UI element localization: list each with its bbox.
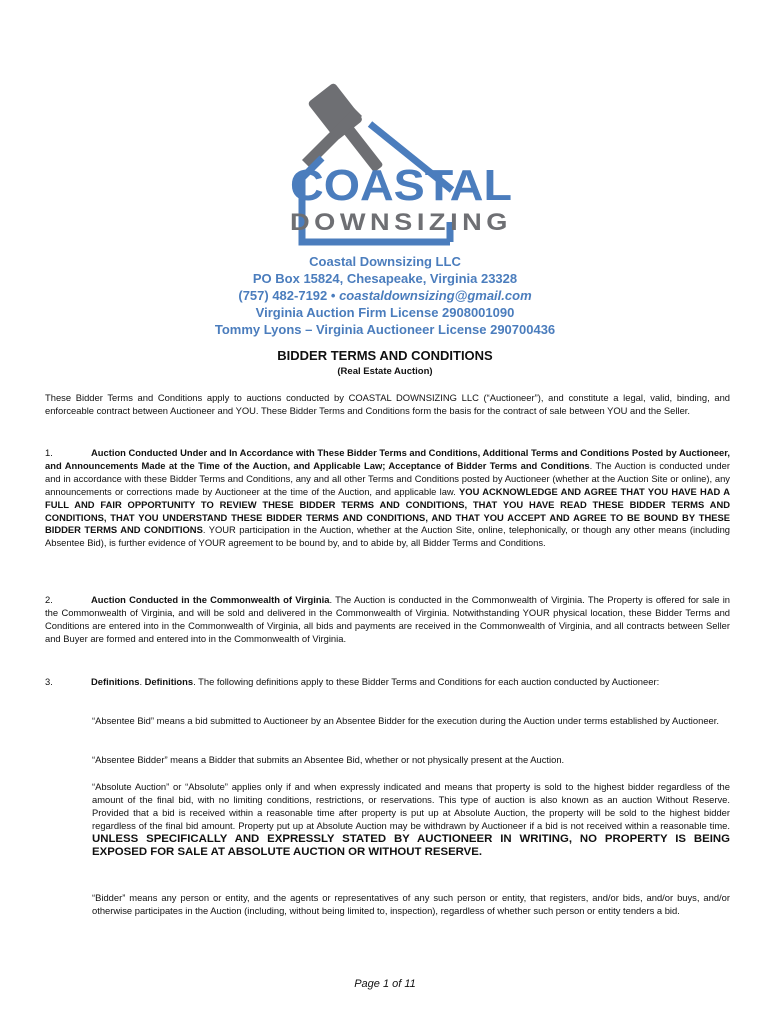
section-3-heading: Definitions	[91, 676, 140, 687]
auctioneer-license: Tommy Lyons – Virginia Auctioneer License 290700436	[214, 322, 556, 337]
section-3-sep: .	[139, 676, 145, 687]
section-1-text-1: . The Auction is conducted under and in accordance with these Bidder Terms and Conditions, any and all other Terms and Conditions posted by Auctioneer (whether at the Auction Site or online), any announcements or corrections made by Auctioneer at the time of the Auction, and applicable law.	[45, 459, 730, 497]
definition-absolute-auction	[92, 781, 730, 860]
company-phone: (757) 482-7192	[238, 288, 328, 303]
document-title: BIDDER TERMS AND CONDITIONS	[277, 348, 493, 363]
section-3-text: . The following definitions apply to these Bidder Terms and Conditions for each auction conducted by Auctioneer:	[193, 676, 660, 687]
definition-absolute-text: “Absolute Auction” or “Absolute” applies only if and when expressly indicated and means that property is sold to the highest bidder regardless of the amount of the final bid, with no limiting conditions, restrictions, or reservations. This type of auction is also known as an auction Without Reserve. Provided that a bid is received within a reasonable time after property is put up at Absolute Auction, the property will be sold to the highest bidder regardless of the final bid amount. Property put up at Absolute Auction may be withdrawn by Auctioneer if a bid is not received within a reasonable time.	[92, 781, 730, 831]
logo-brand-bottom: DOWNSIZING	[290, 209, 512, 236]
section-1-bold-ack: YOU ACKNOWLEDGE AND AGREE THAT YOU HAVE HAD A FULL AND FAIR OPPORTUNITY TO REVIEW THESE BIDDER TERMS AND CONDITIONS, THAT YOU HAVE READ THESE BIDDER TERMS AND CONDITIONS, THAT YOU UNDERSTAND THESE BIDDER TERMS AND CONDITIONS, AND THAT YOU ACCEPT AND AGREE TO BE BOUND BY THESE BIDDER TERMS AND CONDITIONS	[45, 485, 730, 536]
intro-paragraph: These Bidder Terms and Conditions apply to auctions conducted by COASTAL DOWNSIZING LLC (“Auctioneer”), and constitute a legal, valid, binding, and enforceable contract between Auctioneer and YOU. These Bidder Terms and Conditions form the basis for the contract of sale between YOU and the Seller.	[45, 392, 730, 416]
company-address: PO Box 15824, Chesapeake, Virginia 23328	[252, 271, 518, 286]
section-1-heading: Auction Conducted Under and In Accordance with These Bidder Terms and Conditions, Additional Terms and Conditions Posted by Auctioneer, and Announcements Made at the Time of the Auction, and Applicable Law; Acceptance of Bidder Terms and Conditions	[45, 447, 730, 471]
section-2	[45, 594, 730, 646]
logo-brand-top: COASTAL	[290, 161, 512, 210]
firm-license: Virginia Auction Firm License 2908001090	[255, 305, 515, 320]
company-email[interactable]: coastaldownsizing@gmail.com	[339, 288, 532, 303]
contact-block	[0, 253, 770, 338]
section-1-text-2: . YOUR participation in the Auction, whether at the Auction Site, online, telephonically, or though any other means (including Absentee Bid), is further evidence of YOUR agreement to be bound by, and to abide by, all Bidder Terms and Conditions.	[45, 524, 730, 549]
definition-absentee-bid: “Absentee Bid” means a bid submitted to Auctioneer by an Absentee Bidder for the execution during the Auction under terms established by Auctioneer.	[92, 715, 719, 726]
document-subtitle: (Real Estate Auction)	[337, 366, 433, 377]
section-3-number: 3.	[45, 676, 53, 687]
section-2-heading: Auction Conducted in the Commonwealth of Virginia	[91, 594, 330, 605]
definition-absolute-bold: UNLESS SPECIFICALLY AND EXPRESSLY STATED BY AUCTIONEER IN WRITING, NO PROPERTY IS BEING EXPOSED FOR SALE AT ABSOLUTE AUCTION OR WITHOUT RESERVE.	[92, 832, 730, 859]
section-3-heading-2: Definitions	[144, 676, 194, 687]
definition-bidder: “Bidder” means any person or entity, and the agents or representatives of any such person or entity, that registers, and/or bids, and/or buys, and/or otherwise participates in the Auction (including, without being limited to, inspection), regardless of whether such person or entity tenders a bid.	[92, 892, 730, 916]
section-1-number: 1.	[45, 447, 53, 458]
company-phone-email	[0, 287, 770, 304]
section-1	[45, 447, 730, 550]
section-3	[45, 676, 730, 689]
page-footer: Page 1 of 11	[354, 978, 416, 990]
company-logo	[262, 70, 522, 250]
definition-absentee-bidder: “Absentee Bidder” means a Bidder that submits an Absentee Bid, whether or not physically present at the Auction.	[92, 754, 565, 765]
section-2-text: . The Auction is conducted in the Commonwealth of Virginia. The Property is offered for sale in the Commonwealth of Virginia, and will be sold and delivered in the Commonwealth of Virginia. Notwithstanding YOUR physical location, these Bidder Terms and Conditions are entered into in the Commonwealth of Virginia, all bids and payments are received in the Commonwealth of Virginia, and all contracts between Seller and Buyer are formed and entered into in the Commonwealth of Virginia.	[45, 594, 730, 644]
separator-bullet: •	[330, 288, 336, 303]
company-name: Coastal Downsizing LLC	[309, 254, 461, 269]
section-2-number: 2.	[45, 594, 53, 605]
